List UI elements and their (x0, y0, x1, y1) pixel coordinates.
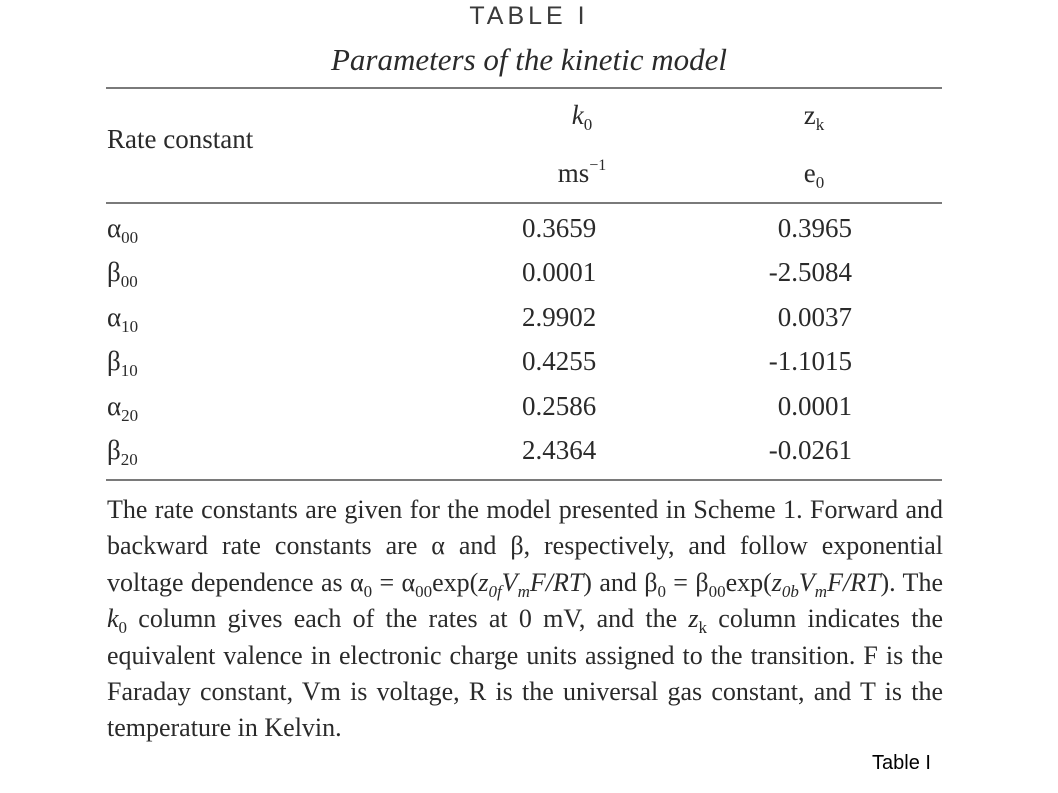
row-zk: 0.0037 (777, 302, 852, 332)
row-zk: 0.3965 (777, 213, 852, 243)
row-symbol: $\beta_{20}$ (107, 435, 138, 469)
row-k0: 0.4255 (522, 346, 597, 376)
header-zk-unit: $e_0$ (803, 158, 825, 192)
header-rate-constant: Rate constant (107, 124, 254, 154)
row-symbol: $\beta_{10}$ (107, 346, 138, 380)
row-zk: -2.5084 (768, 257, 852, 287)
table-caption: The rate constants are given for the model presented in Scheme 1. Forward and backward rate constants are α and β, respectively, and follow exponential voltage dependence as $\alpha_0 = \alpha_{00}\exp(z_{0f}V_mF/RT)$ and $\beta_0 = \beta_{00}\exp(z_{0b}V_mF/RT)$. The $k_0$ column gives each of the rates at 0 mV, and the $z_k$ column indicates the equivalent valence in electronic charge units assigned to the transition. F is the Faraday constant, Vm is voltage, R is the universal gas constant, and T is the temperature in Kelvin. (107, 495, 943, 743)
header-k0-unit: $ms^{-1}$ (557, 157, 607, 188)
row-k0: 0.0001 (522, 257, 597, 287)
row-zk: -0.0261 (768, 435, 852, 465)
header-rule (106, 202, 942, 204)
row-symbol: $\alpha_{20}$ (107, 391, 139, 425)
row-symbol: $\alpha_{00}$ (107, 213, 139, 247)
row-symbol: $\beta_{00}$ (107, 257, 138, 291)
footer-label: Table I (872, 752, 931, 774)
row-k0: 2.4364 (522, 435, 597, 465)
table-label: TABLE I (469, 2, 589, 30)
table-title: Parameters of the kinetic model (330, 42, 727, 77)
row-zk: 0.0001 (777, 391, 852, 421)
header-k0: $k_0$ (571, 100, 593, 134)
row-k0: 0.2586 (522, 391, 597, 421)
top-rule (106, 87, 942, 89)
row-k0: 0.3659 (522, 213, 597, 243)
header-zk: $z_k$ (803, 100, 825, 134)
bottom-rule (106, 479, 942, 481)
row-symbol: $\alpha_{10}$ (107, 302, 139, 336)
row-k0: 2.9902 (522, 302, 597, 332)
row-zk: -1.1015 (768, 346, 852, 376)
